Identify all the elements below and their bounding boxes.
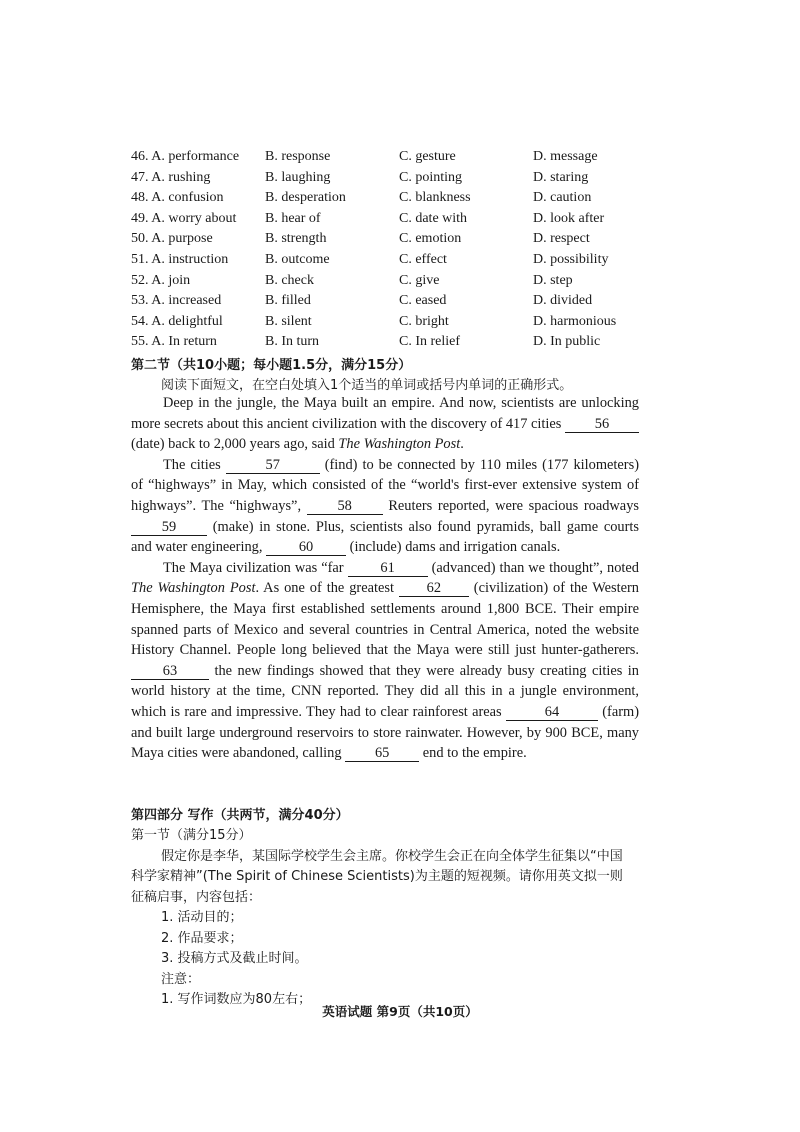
section2-instruction: 阅读下面短文，在空白处填入1个适当的单词或括号内单词的正确形式。 [161,378,573,393]
option-d: D. respect [533,231,590,247]
blank-61[interactable]: 61 [348,560,428,577]
requirement-2: 2. 作品要求； [161,931,243,946]
option-d: D. look after [533,210,605,226]
option-a: 49. A. worry about [131,210,237,226]
option-a: 52. A. join [131,272,191,288]
option-b: B. laughing [265,169,331,185]
text: (civilization) of the Western Hemisphere, the Maya first established settlements around 1,800 BCE. Their empire spanned parts of Mexico and several countries in Central America, noted the website History Channel. People long believed that the Maya were still just hunter-gatherers. [131,580,639,659]
option-d: D. caution [533,190,592,206]
option-d: D. harmonious [533,313,617,329]
option-a: 51. A. instruction [131,251,229,267]
text: (advanced) than we thought”, noted [427,559,639,576]
option-c: C. pointing [399,169,463,185]
option-row-51 [131,250,639,271]
part4-sub-heading: 第一节（满分15分） [131,828,252,843]
option-d: D. In public [533,334,601,350]
option-row-50 [131,229,639,250]
option-row-46 [131,147,639,168]
option-c: C. eased [399,293,447,309]
text: end to the empire. [419,745,527,762]
source-name: The Washington Post [131,580,256,597]
option-a: 47. A. rushing [131,169,211,185]
blank-62[interactable]: 62 [399,580,469,597]
text: The Maya civilization was “far [163,559,348,576]
note-label: 注意： [161,972,201,987]
option-b: B. outcome [265,251,330,267]
option-b: B. response [265,149,331,164]
option-c: C. In relief [399,334,461,350]
option-c: C. gesture [399,149,456,164]
text: Deep in the jungle, the Maya built an empire. And now, scientists are unlocking more secrets about this ancient civilization with the discovery of 417 cities [131,395,639,432]
text: (farm) and built large underground reservoirs to store rainwater. However, by 900 BCE, many Maya cities were abandoned, calling [131,703,639,762]
option-a: 54. A. delightful [131,313,223,329]
text: The cities [163,456,226,473]
option-row-49 [131,209,639,230]
blank-63[interactable]: 63 [131,663,209,680]
paragraph-3 [131,558,639,764]
text: . [460,436,464,453]
blank-64[interactable]: 64 [506,704,598,721]
blank-65[interactable]: 65 [345,745,419,762]
option-c: C. date with [399,210,468,226]
text: (date) back to 2,000 years ago, said [131,436,339,453]
option-row-54 [131,312,639,333]
option-b: B. filled [265,293,311,309]
option-b: B. In turn [265,334,320,350]
prompt-line-2: 科学家精神”(The Spirit of Chinese Scientists)为主题的短视频。请你用英文拟一则 [131,869,623,884]
option-c: C. emotion [399,231,462,247]
option-a: 48. A. confusion [131,190,224,206]
part4-heading: 第四部分 写作（共两节，满分40分） [131,808,349,823]
option-row-55 [131,332,639,353]
option-b: B. strength [265,231,327,247]
page-footer: 英语试题 第9页（共10页） [322,1004,478,1019]
blank-56[interactable]: 56 [565,416,639,433]
prompt-line-1: 假定你是李华，某国际学校学生会主席。你校学生会正在向全体学生征集以“中国 [161,849,623,864]
option-a: 53. A. increased [131,293,222,309]
section2-heading: 第二节（共10小题；每小题1.5分，满分15分） [131,358,412,373]
text: Reuters reported, were spacious roadways [382,497,639,514]
option-d: D. possibility [533,251,609,267]
option-c: C. blankness [399,190,471,206]
option-a: 55. A. In return [131,334,217,350]
paragraph-2 [131,455,639,558]
requirement-3: 3. 投稿方式及截止时间。 [161,951,308,966]
prompt-line-3: 征稿启事，内容包括： [131,890,262,905]
blank-58[interactable]: 58 [307,498,383,515]
option-c: C. give [399,272,440,288]
blank-57[interactable]: 57 [226,457,320,474]
option-d: D. staring [533,169,589,185]
option-b: B. desperation [265,190,346,206]
option-b: B. silent [265,313,312,329]
option-c: C. bright [399,313,449,329]
text: (make) in stone. Plus, scientists also found pyramids, ball game courts and water engineering, [131,518,639,556]
blank-59[interactable]: 59 [131,519,207,536]
option-d: D. divided [533,293,593,309]
option-b: B. check [265,272,314,288]
text: the new findings showed that they were already busy creating cities in world history at the time, CNN reported. They did all this in a jungle environment, which is rare and impressive. They had to clear rainforest areas [131,662,639,720]
source-name: The Washington Post [338,436,461,453]
options-block [131,147,639,353]
option-row-47 [131,168,639,189]
text: (find) to be connected by 110 miles (177 kilometers) of “highways” in May, which consisted of the “world's first-ever extensive system of highways”. The “highways”, [131,456,639,514]
text: . As one of the greatest [255,580,399,597]
option-a: 46. A. performance [131,149,240,164]
option-b: B. hear of [265,210,321,226]
option-row-53 [131,291,639,312]
text: (include) dams and irrigation canals. [346,539,561,556]
note-1: 1. 写作词数应为80左右； [161,992,312,1007]
passage [131,393,639,764]
option-a: 50. A. purpose [131,231,213,247]
paragraph-1 [131,393,639,455]
blank-60[interactable]: 60 [266,539,346,556]
option-row-48 [131,188,639,209]
option-d: D. message [533,149,598,164]
option-d: D. step [533,272,573,288]
option-row-52 [131,271,639,292]
requirement-1: 1. 活动目的； [161,910,243,925]
option-c: C. effect [399,251,447,267]
